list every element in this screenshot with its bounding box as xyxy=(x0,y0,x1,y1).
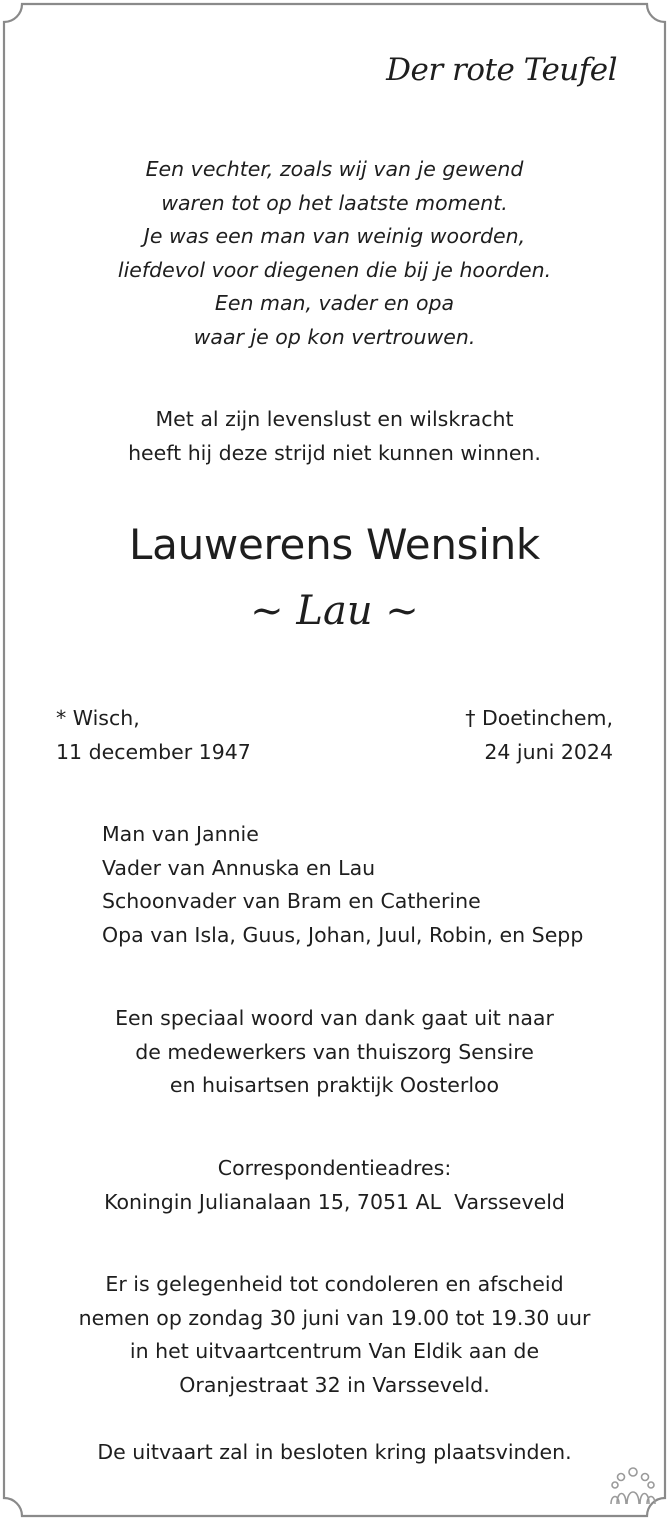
condolence-line: Er is gelegenheid tot condoleren en afscheid xyxy=(105,1272,564,1296)
birth-place: * Wisch, xyxy=(56,706,140,730)
address-value: Koningin Julianalaan 15, 7051 AL Varsseveld xyxy=(104,1189,565,1214)
birth-date: 11 december 1947 xyxy=(56,739,251,764)
deceased-name: Lauwerens Wensink xyxy=(129,520,540,569)
poem xyxy=(0,153,669,354)
funeral-text xyxy=(0,1436,669,1470)
relation-line: Man van Jannie xyxy=(102,822,259,846)
relation-line: Vader van Annuska en Lau xyxy=(102,855,376,880)
correspondence-address xyxy=(0,1152,669,1219)
thanks-line: Een speciaal woord van dank gaat uit naar xyxy=(115,1006,554,1030)
family-figures-icon xyxy=(609,1466,657,1506)
poem-line: Je was een man van weinig woorden, xyxy=(143,224,526,248)
thanks-text xyxy=(0,1002,669,1103)
condolence-line: Oranjestraat 32 in Varsseveld. xyxy=(179,1372,490,1397)
motto: Der rote Teufel xyxy=(386,52,617,88)
condolence-text xyxy=(0,1268,669,1402)
condolence-line: in het uitvaartcentrum Van Eldik aan de xyxy=(129,1339,540,1363)
address-label: Correspondentieadres: xyxy=(217,1156,452,1180)
poem-line: Een man, vader en opa xyxy=(214,291,455,315)
funeral-line: De uitvaart zal in besloten kring plaatsvinden. xyxy=(97,1440,572,1464)
death-place: † Doetinchem, xyxy=(465,706,613,730)
intro-text xyxy=(0,403,669,470)
intro-line: heeft hij deze strijd niet kunnen winnen. xyxy=(128,440,541,465)
poem-line: waren tot op het laatste moment. xyxy=(161,190,508,215)
intro-line: Met al zijn levenslust en wilskracht xyxy=(155,407,514,431)
deceased-nickname: ~ Lau ~ xyxy=(250,588,419,634)
birth-info xyxy=(56,702,251,769)
poem-line: waar je op kon vertrouwen. xyxy=(193,324,476,349)
thanks-line: de medewerkers van thuiszorg Sensire xyxy=(135,1039,534,1064)
poem-line: Een vechter, zoals wij van je gewend xyxy=(145,157,524,181)
poem-line: liefdevol voor diegenen die bij je hoorden. xyxy=(117,257,552,282)
death-date: 24 juni 2024 xyxy=(484,739,613,764)
relation-line: Schoonvader van Bram en Catherine xyxy=(102,889,481,913)
thanks-line: en huisartsen praktijk Oosterloo xyxy=(169,1073,500,1097)
relation-line: Opa van Isla, Guus, Johan, Juul, Robin, en Sepp xyxy=(102,922,584,947)
condolence-line: nemen op zondag 30 juni van 19.00 tot 19.30 uur xyxy=(78,1305,591,1330)
death-info xyxy=(465,702,613,769)
relations-list xyxy=(102,818,583,952)
